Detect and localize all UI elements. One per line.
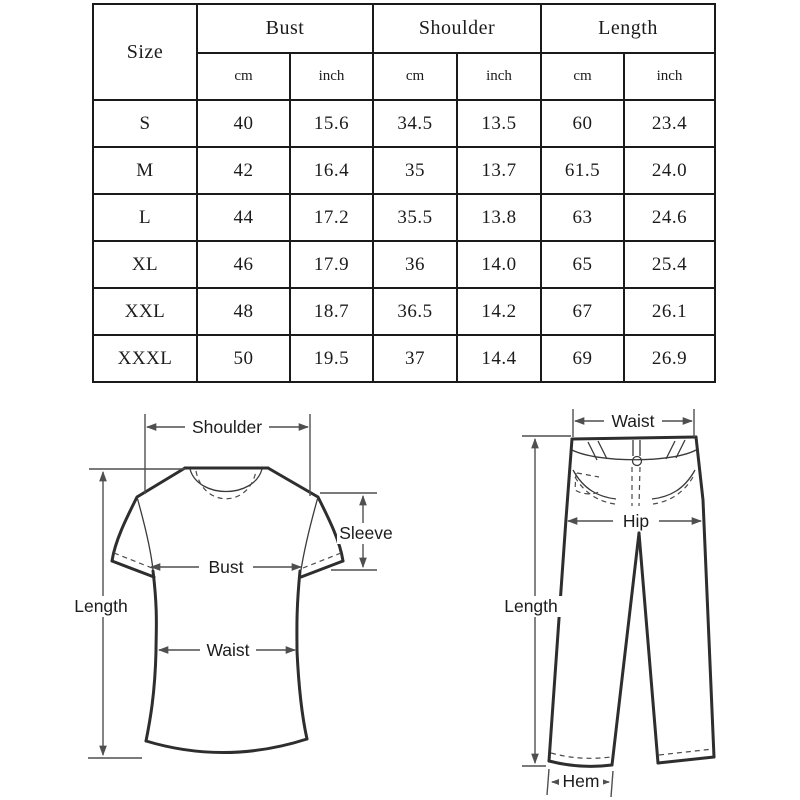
value-cell: 50: [197, 335, 290, 382]
tshirt-outline: [112, 468, 343, 753]
value-cell: 36.5: [373, 288, 457, 335]
unit-header-bust-cm: cm: [197, 53, 290, 100]
col-header-length: Length: [541, 4, 715, 53]
left-sleeve-stitch: [114, 553, 152, 568]
table-row-s: [93, 100, 715, 147]
hem-dimension: [547, 769, 613, 797]
size-cell: XL: [93, 241, 197, 288]
size-cell: S: [93, 100, 197, 147]
size-cell: L: [93, 194, 197, 241]
value-cell: 23.4: [624, 100, 715, 147]
value-cell: 17.2: [290, 194, 373, 241]
value-cell: 46: [197, 241, 290, 288]
value-cell: 13.7: [457, 147, 541, 194]
value-cell: 14.0: [457, 241, 541, 288]
col-header-bust: Bust: [197, 4, 373, 53]
header-row-groups: [93, 4, 715, 53]
shirt-length-dimension: [70, 469, 185, 758]
unit-header-bust-inch: inch: [290, 53, 373, 100]
size-chart-table: [92, 3, 716, 383]
table-row-xl: [93, 241, 715, 288]
value-cell: 37: [373, 335, 457, 382]
value-cell: 14.2: [457, 288, 541, 335]
value-cell: 15.6: [290, 100, 373, 147]
measurement-diagrams: [0, 390, 800, 800]
unit-header-length-cm: cm: [541, 53, 624, 100]
pants-length-dimension: [500, 436, 571, 766]
tshirt-diagram: [70, 414, 395, 758]
value-cell: 17.9: [290, 241, 373, 288]
value-cell: 26.1: [624, 288, 715, 335]
size-cell: M: [93, 147, 197, 194]
hem-label: Hem: [562, 771, 600, 791]
sleeve-dimension: [320, 493, 395, 570]
value-cell: 44: [197, 194, 290, 241]
pants-waist-dimension: [573, 409, 694, 437]
value-cell: 36: [373, 241, 457, 288]
unit-header-length-inch: inch: [624, 53, 715, 100]
value-cell: 34.5: [373, 100, 457, 147]
value-cell: 35.5: [373, 194, 457, 241]
fly-top: [633, 440, 640, 456]
value-cell: 67: [541, 288, 624, 335]
value-cell: 65: [541, 241, 624, 288]
pants-outline: [549, 437, 714, 766]
value-cell: 26.9: [624, 335, 715, 382]
hip-label: Hip: [622, 511, 650, 531]
value-cell: 63: [541, 194, 624, 241]
value-cell: 60: [541, 100, 624, 147]
fly-stitch: [632, 467, 640, 506]
shirt-shoulder-label: Shoulder: [191, 417, 263, 437]
col-header-size: Size: [93, 4, 197, 100]
shirt-waist-dimension: [159, 640, 295, 661]
table-row-m: [93, 147, 715, 194]
neckline: [190, 469, 262, 492]
value-cell: 16.4: [290, 147, 373, 194]
table-row-xxxl: [93, 335, 715, 382]
value-cell: 24.6: [624, 194, 715, 241]
hip-dimension: [568, 511, 701, 531]
shirt-waist-label: Waist: [206, 640, 250, 660]
neckline-stitch: [196, 471, 256, 499]
unit-header-shoulder-inch: inch: [457, 53, 541, 100]
right-sleeve-seam: [301, 497, 318, 570]
bust-label: Bust: [208, 557, 244, 577]
pants-length-label: Length: [504, 596, 558, 616]
pocket-left: [573, 470, 616, 499]
sleeve-label: Sleeve: [339, 523, 393, 543]
size-cell: XXL: [93, 288, 197, 335]
left-sleeve-seam: [137, 497, 153, 570]
value-cell: 14.4: [457, 335, 541, 382]
shoulder-dimension: [145, 414, 310, 496]
pants-waist-label: Waist: [611, 411, 655, 431]
value-cell: 18.7: [290, 288, 373, 335]
value-cell: 13.5: [457, 100, 541, 147]
size-cell: XXXL: [93, 335, 197, 382]
value-cell: 42: [197, 147, 290, 194]
hem-stitch-left: [551, 753, 611, 758]
hem-stitch-right: [659, 749, 713, 755]
value-cell: 61.5: [541, 147, 624, 194]
coin-pocket: [575, 473, 601, 494]
shirt-length-label: Length: [74, 596, 128, 616]
col-header-shoulder: Shoulder: [373, 4, 541, 53]
value-cell: 40: [197, 100, 290, 147]
table-row-xxl: [93, 288, 715, 335]
value-cell: 69: [541, 335, 624, 382]
value-cell: 24.0: [624, 147, 715, 194]
right-sleeve-stitch: [303, 553, 341, 568]
value-cell: 35: [373, 147, 457, 194]
value-cell: 25.4: [624, 241, 715, 288]
pants-diagram: [500, 409, 714, 797]
table-row-l: [93, 194, 715, 241]
value-cell: 19.5: [290, 335, 373, 382]
button-icon: [633, 457, 642, 466]
pocket-right: [652, 470, 695, 499]
bust-dimension: [151, 557, 301, 578]
unit-header-shoulder-cm: cm: [373, 53, 457, 100]
value-cell: 48: [197, 288, 290, 335]
value-cell: 13.8: [457, 194, 541, 241]
